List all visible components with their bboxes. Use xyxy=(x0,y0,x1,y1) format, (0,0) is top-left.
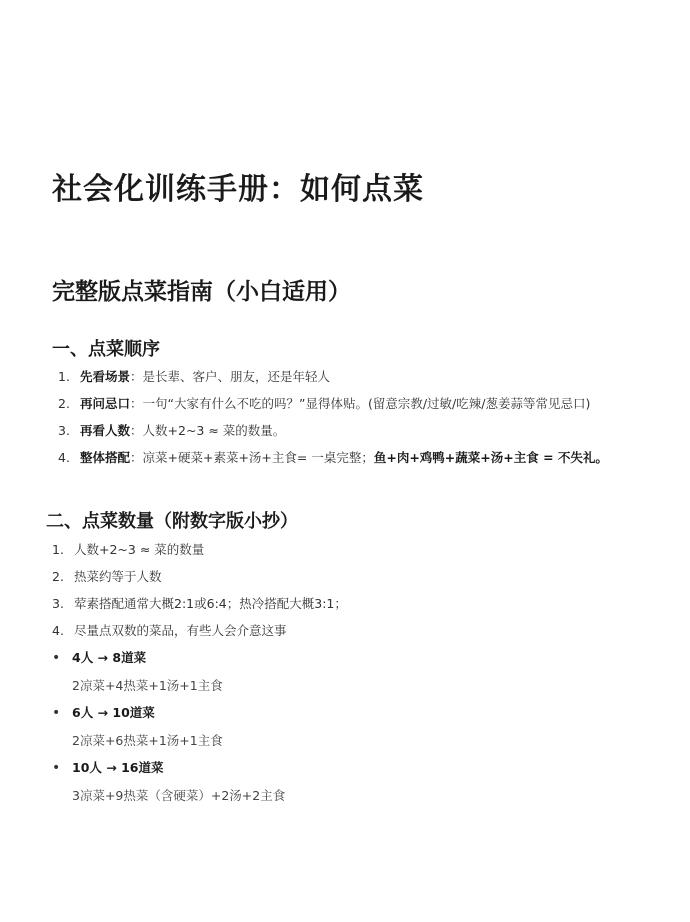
item-number: 1. xyxy=(58,369,70,384)
list-item xyxy=(52,594,347,612)
item-number: 3. xyxy=(52,596,64,611)
item-number: 4. xyxy=(58,450,70,465)
bullet-item xyxy=(52,648,146,666)
item-text: ：凉菜+硬菜+素菜+汤+主食= 一桌完整； xyxy=(130,450,374,465)
bullet-item xyxy=(52,758,163,776)
item-key: 再问忌口 xyxy=(80,396,131,411)
bullet-label: 6人 → 10道菜 xyxy=(72,705,155,720)
bullet-dot-icon: • xyxy=(52,760,61,776)
item-number: 2. xyxy=(52,569,64,584)
bullet-item xyxy=(52,703,155,721)
bullet-detail: 2凉菜+4热菜+1汤+1主食 xyxy=(72,678,223,693)
item-text: ：一句“大家有什么不吃的吗？”显得体贴。(留意宗教/过敏/吃辣/葱姜蒜等常见忌口) xyxy=(130,396,591,411)
document-title: 社会化训练手册：如何点菜 xyxy=(52,172,424,207)
item-text: ：人数+2~3 ≈ 菜的数量。 xyxy=(130,423,286,438)
item-number: 2. xyxy=(58,396,70,411)
list-item xyxy=(58,367,330,385)
item-number: 4. xyxy=(52,623,64,638)
item-key: 先看场景 xyxy=(80,369,131,384)
item-text: 荤素搭配通常大概2:1或6:4；热冷搭配大概3:1； xyxy=(74,596,347,611)
item-text: 热菜约等于人数 xyxy=(74,569,162,584)
list-item xyxy=(58,421,285,439)
list-item xyxy=(52,621,287,639)
bullet-detail: 2凉菜+6热菜+1汤+1主食 xyxy=(72,733,223,748)
item-key: 整体搭配 xyxy=(80,450,131,465)
section-heading-order: 一、点菜顺序 xyxy=(52,339,160,360)
bullet-dot-icon: • xyxy=(52,705,61,721)
bullet-detail: 3凉菜+9热菜（含硬菜）+2汤+2主食 xyxy=(72,788,286,803)
item-text: 人数+2~3 ≈ 菜的数量 xyxy=(74,542,205,557)
bullet-label: 10人 → 16道菜 xyxy=(72,760,164,775)
list-item xyxy=(58,448,608,466)
section-heading-quantity: 二、点菜数量（附数字版小抄） xyxy=(46,511,298,532)
item-number: 3. xyxy=(58,423,70,438)
item-text: ：是长辈、客户、朋友，还是年轻人 xyxy=(130,369,331,384)
bullet-dot-icon: • xyxy=(52,650,61,666)
bullet-label: 4人 → 8道菜 xyxy=(72,650,147,665)
item-key: 再看人数 xyxy=(80,423,131,438)
document-subtitle: 完整版点菜指南（小白适用） xyxy=(52,279,351,305)
list-item xyxy=(58,394,590,412)
list-item xyxy=(52,540,204,558)
item-text: 尽量点双数的菜品，有些人会介意这事 xyxy=(74,623,287,638)
item-number: 1. xyxy=(52,542,64,557)
item-emphasis: 鱼+肉+鸡鸭+蔬菜+汤+主食 = 不失礼。 xyxy=(373,450,608,465)
list-item xyxy=(52,567,162,585)
